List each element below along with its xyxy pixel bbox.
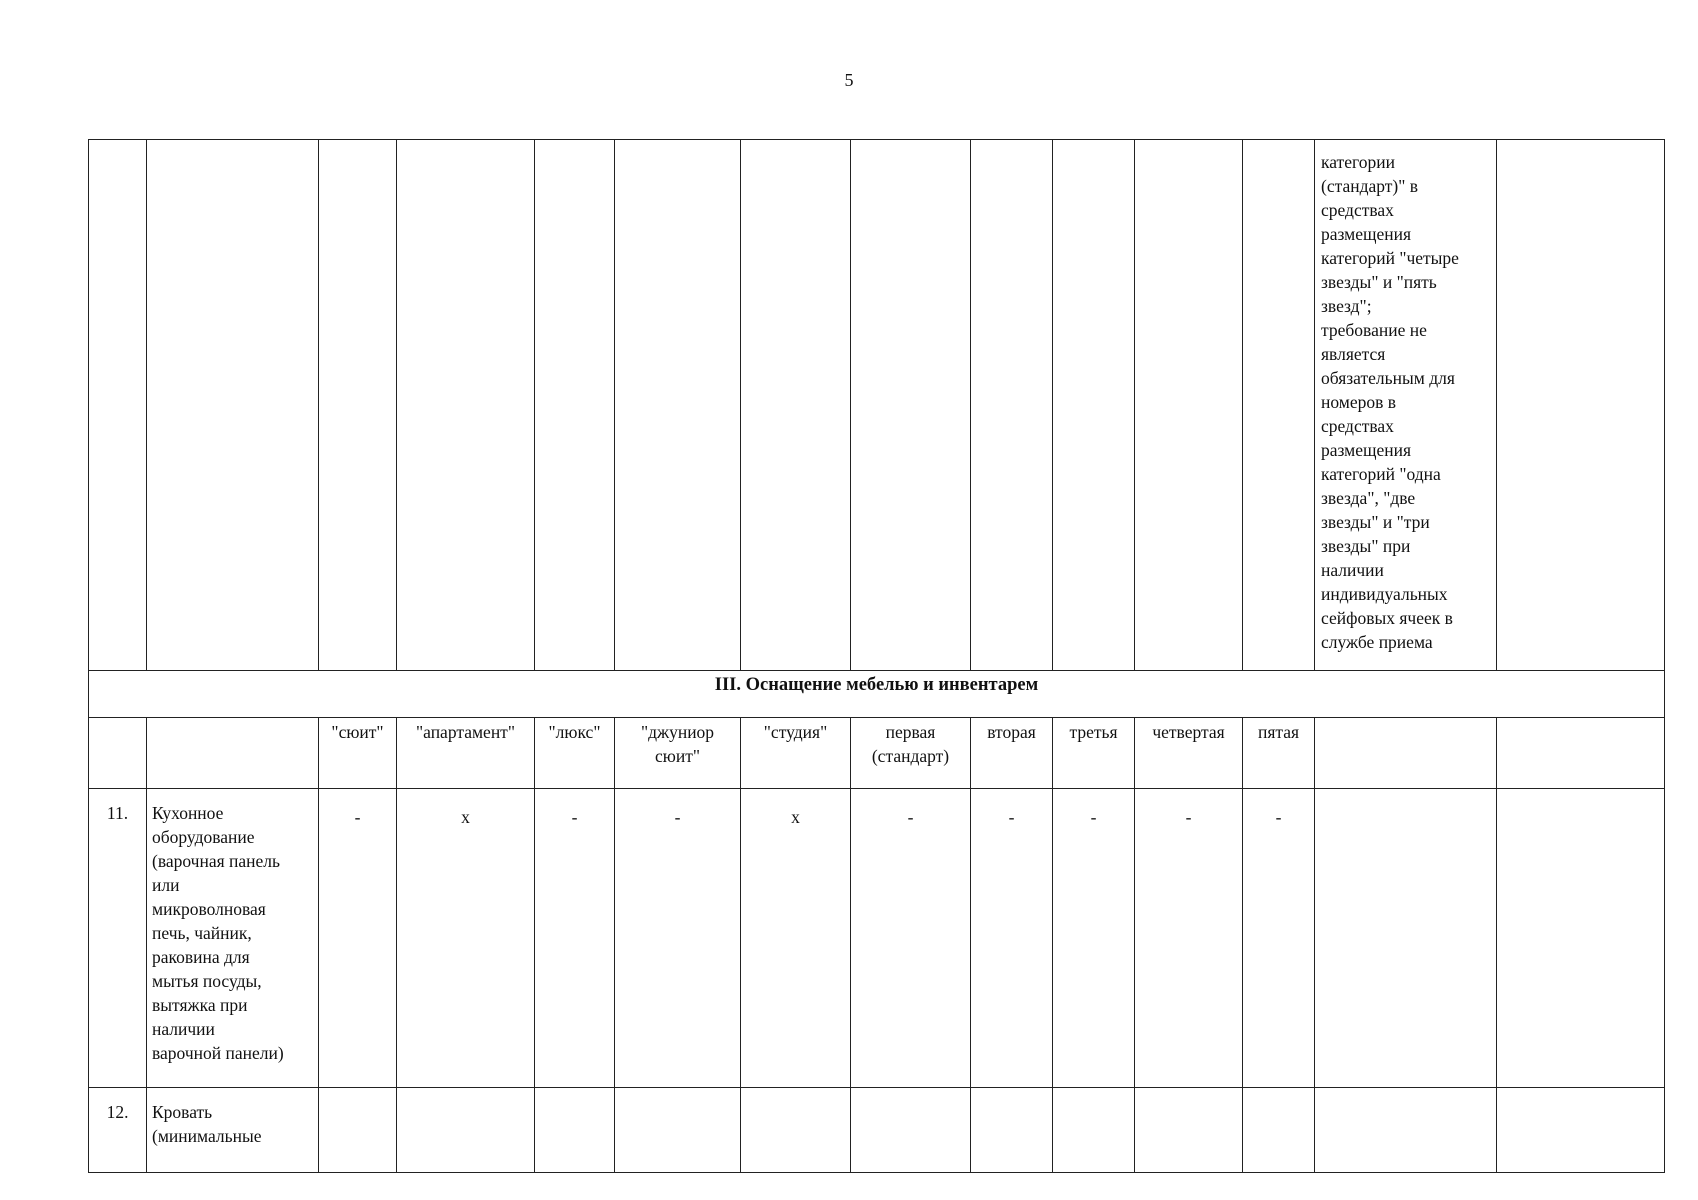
row-number: 12. (89, 1088, 147, 1173)
cell-empty (1497, 140, 1665, 671)
cell-empty (1053, 1088, 1135, 1173)
cell-empty (1135, 1088, 1243, 1173)
value-apartment: х (397, 789, 535, 1088)
header-second: вторая (971, 718, 1053, 789)
section-title: III. Оснащение мебелью и инвентарем (89, 671, 1665, 718)
row-description: Кровать (минимальные (147, 1088, 319, 1173)
cell-empty (1135, 140, 1243, 671)
cell-empty (1243, 1088, 1315, 1173)
cell-empty (1315, 789, 1497, 1088)
table-row (89, 1088, 1665, 1173)
cell-empty (397, 140, 535, 671)
cell-empty (741, 1088, 851, 1173)
row-number: 11. (89, 789, 147, 1088)
cell-empty (1497, 1088, 1665, 1173)
value-third: - (1053, 789, 1135, 1088)
table-row-continued (89, 140, 1665, 671)
header-fourth: четвертая (1135, 718, 1243, 789)
header-apartment: "апартамент" (397, 718, 535, 789)
cell-empty (971, 1088, 1053, 1173)
requirements-table (88, 139, 1665, 1173)
value-junior-suite: - (615, 789, 741, 1088)
value-suite: - (319, 789, 397, 1088)
value-lux: - (535, 789, 615, 1088)
cell-empty (535, 140, 615, 671)
header-third: третья (1053, 718, 1135, 789)
cell-empty (319, 140, 397, 671)
cell-empty (89, 140, 147, 671)
cell-empty (971, 140, 1053, 671)
row-description: Кухонное оборудование (варочная панель или микроволновая печь, чайник, раковина для мытья посуды, вытяжка при наличии варочной панели) (147, 789, 319, 1088)
value-studio: х (741, 789, 851, 1088)
header-lux: "люкс" (535, 718, 615, 789)
header-empty (89, 718, 147, 789)
table-row (89, 789, 1665, 1088)
column-header-row (89, 718, 1665, 789)
cell-empty (615, 1088, 741, 1173)
value-fourth: - (1135, 789, 1243, 1088)
header-first-standard: первая (стандарт) (851, 718, 971, 789)
note-cell: категории (стандарт)" в средствах размещения категорий "четыре звезды" и "пять звезд"; требование не является обязательным для номеров в средствах размещения категорий "одна звезда", "две звезды" и "три звезды" при наличии индивидуальных сейфовых ячеек в службе приема (1315, 140, 1497, 671)
cell-empty (1053, 140, 1135, 671)
value-first-standard: - (851, 789, 971, 1088)
cell-empty (615, 140, 741, 671)
cell-empty (1497, 789, 1665, 1088)
cell-empty (851, 1088, 971, 1173)
cell-empty (319, 1088, 397, 1173)
value-fifth: - (1243, 789, 1315, 1088)
page-number: 5 (844, 70, 854, 90)
cell-empty (147, 140, 319, 671)
header-fifth: пятая (1243, 718, 1315, 789)
cell-empty (1243, 140, 1315, 671)
cell-empty (397, 1088, 535, 1173)
cell-empty (1315, 1088, 1497, 1173)
header-junior-suite: "джуниор сюит" (615, 718, 741, 789)
cell-empty (741, 140, 851, 671)
header-empty (147, 718, 319, 789)
header-studio: "студия" (741, 718, 851, 789)
cell-empty (851, 140, 971, 671)
section-header-row (89, 671, 1665, 718)
value-second: - (971, 789, 1053, 1088)
cell-empty (535, 1088, 615, 1173)
header-suite: "сюит" (319, 718, 397, 789)
header-empty (1315, 718, 1497, 789)
header-empty (1497, 718, 1665, 789)
